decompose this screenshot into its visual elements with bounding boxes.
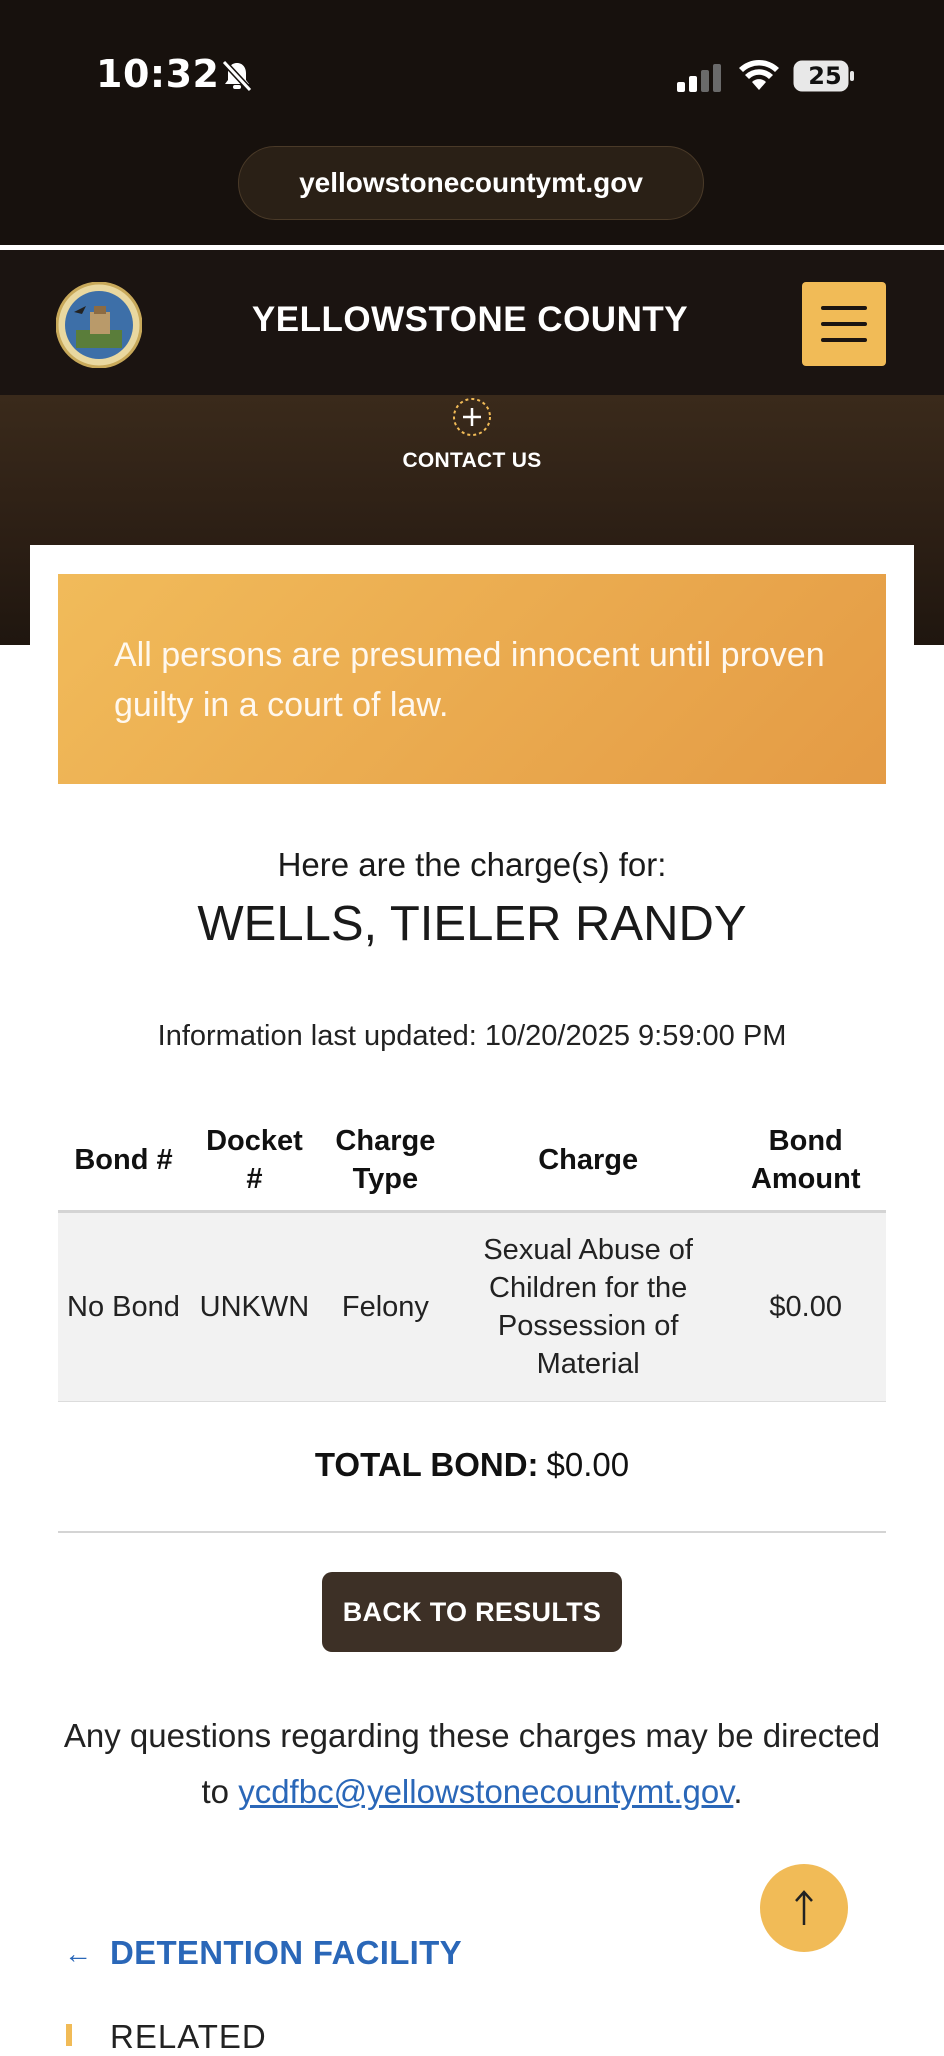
person-name: WELLS, TIELER RANDY (197, 897, 747, 951)
bell-slash-icon (222, 60, 252, 92)
scroll-to-top-button[interactable] (760, 1864, 848, 1952)
table-row (58, 1212, 886, 1402)
arrow-up-icon (791, 1889, 817, 1927)
county-seal-logo[interactable] (56, 282, 142, 368)
total-bond-value: $0.00 (546, 1446, 630, 1483)
wifi-icon (738, 58, 780, 92)
hamburger-icon (821, 322, 867, 326)
cell-docket-number: UNKWN (189, 1212, 320, 1402)
back-to-results-button[interactable]: BACK TO RESULTS (322, 1572, 622, 1652)
address-bar[interactable]: yellowstonecountymt.gov (238, 146, 704, 220)
related-heading: RELATED (110, 2018, 267, 2055)
column-header-charge-type: Charge Type (320, 1110, 451, 1212)
questions-prefix: Any questions regarding these charges may be directed to (63, 1717, 881, 1810)
questions-text (60, 1708, 884, 1820)
last-updated (0, 1020, 944, 1053)
column-header-bond-amount: Bond Amount (725, 1110, 886, 1212)
cell-charge-type: Felony (320, 1212, 451, 1402)
status-time: 10:32 (96, 52, 220, 96)
plus-circle-icon[interactable] (452, 397, 492, 437)
notice-text: All persons are presumed innocent until proven guilty in a court of law. (114, 636, 825, 724)
site-title[interactable]: YELLOWSTONE COUNTY (251, 300, 689, 339)
detention-facility-link[interactable]: DETENTION FACILITY (110, 1934, 462, 1971)
column-header-docket-number: Docket # (189, 1110, 320, 1212)
hamburger-icon (821, 338, 867, 342)
contact-email-link[interactable]: ycdfbc@yellowstonecountymt.gov (238, 1773, 734, 1810)
contact-us-link[interactable]: CONTACT US (402, 449, 542, 472)
arrow-left-icon: ← (64, 1938, 92, 1969)
related-accent-bar (66, 2024, 72, 2046)
battery-level: 25 (808, 62, 842, 90)
questions-suffix: . (733, 1773, 743, 1810)
column-header-bond-number: Bond # (58, 1110, 189, 1212)
total-bond-label: TOTAL BOND: (314, 1446, 539, 1483)
last-updated-label: Information last updated: (157, 1020, 477, 1052)
column-header-charge: Charge (451, 1110, 726, 1212)
total-bond (0, 1446, 944, 1484)
signal-icon (675, 62, 723, 94)
last-updated-value: 10/20/2025 9:59:00 PM (484, 1020, 787, 1052)
charges-table (58, 1110, 886, 1402)
cell-charge: Sexual Abuse of Children for the Possession of Material (451, 1212, 726, 1402)
cell-bond-number: No Bond (58, 1212, 189, 1402)
divider (58, 1531, 886, 1533)
charges-intro: Here are the charge(s) for: (277, 846, 667, 883)
hamburger-icon (821, 306, 867, 310)
cell-bond-amount: $0.00 (725, 1212, 886, 1402)
hamburger-menu-button[interactable] (802, 282, 886, 366)
